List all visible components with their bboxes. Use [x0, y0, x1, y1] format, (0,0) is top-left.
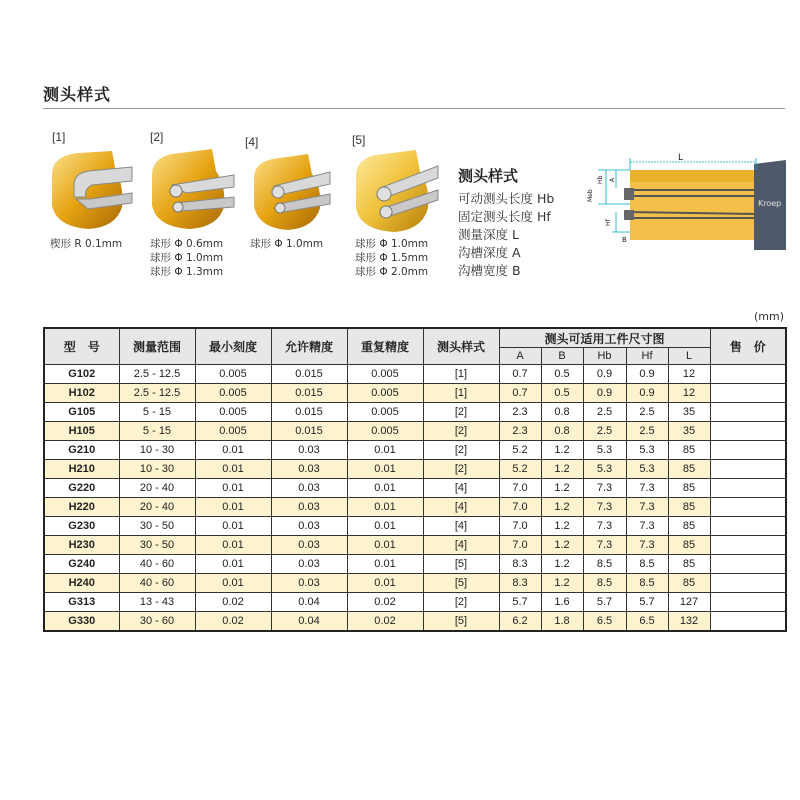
brand-label: Kroep	[758, 199, 782, 208]
cell-graduation: 0.01	[195, 574, 271, 593]
cell-tip-style: [4]	[423, 517, 499, 536]
cell-range: 30 - 50	[119, 517, 195, 536]
cell-hb: 6.5	[583, 612, 626, 632]
cell-hf: 5.3	[626, 460, 668, 479]
cell-l: 132	[668, 612, 710, 632]
cell-model: H210	[44, 460, 119, 479]
cell-price	[710, 555, 786, 574]
cell-hf: 6.5	[626, 612, 668, 632]
cell-tip-style: [4]	[423, 498, 499, 517]
table-row	[44, 403, 786, 422]
cell-b: 1.2	[541, 441, 583, 460]
ball-tip-icon	[350, 146, 440, 236]
cell-b: 0.8	[541, 422, 583, 441]
cell-model: G220	[44, 479, 119, 498]
cell-l: 127	[668, 593, 710, 612]
cell-graduation: 0.005	[195, 403, 271, 422]
cell-range: 13 - 43	[119, 593, 195, 612]
dim-label-l: L	[678, 153, 684, 163]
caption-line: 球形 Φ 1.5mm	[355, 252, 429, 264]
cell-accuracy: 0.015	[271, 365, 347, 384]
header-graduation: 最小刻度	[195, 328, 271, 365]
cell-b: 1.2	[541, 536, 583, 555]
cell-model: H102	[44, 384, 119, 403]
header-hf: Hf	[626, 348, 668, 365]
caption-line: 球形 Φ 1.0mm	[150, 252, 224, 264]
cell-range: 20 - 40	[119, 479, 195, 498]
cell-range: 2.5 - 12.5	[119, 384, 195, 403]
cell-hb: 2.5	[583, 403, 626, 422]
cell-graduation: 0.01	[195, 498, 271, 517]
cell-hf: 8.5	[626, 574, 668, 593]
legend-item: 沟槽宽度 B	[458, 263, 521, 278]
cell-model: H230	[44, 536, 119, 555]
cell-range: 30 - 60	[119, 612, 195, 632]
dim-label-b: B	[622, 236, 627, 244]
cell-hf: 7.3	[626, 498, 668, 517]
table-row	[44, 460, 786, 479]
header-b: B	[541, 348, 583, 365]
cell-model: G102	[44, 365, 119, 384]
ball-tip-icon	[248, 150, 332, 234]
cell-a: 2.3	[499, 422, 541, 441]
dimension-diagram	[586, 150, 786, 250]
cell-price	[710, 574, 786, 593]
cell-a: 6.2	[499, 612, 541, 632]
spec-table-body	[44, 365, 786, 632]
cell-l: 35	[668, 422, 710, 441]
header-dimensions: 测头可适用工件尺寸图	[499, 328, 710, 348]
dim-label-hf: Hf	[605, 219, 612, 226]
caption-line: 球形 Φ 2.0mm	[355, 266, 429, 278]
cell-price	[710, 612, 786, 632]
cell-graduation: 0.01	[195, 536, 271, 555]
cell-tip-style: [2]	[423, 403, 499, 422]
cell-accuracy: 0.03	[271, 441, 347, 460]
cell-a: 2.3	[499, 403, 541, 422]
cell-model: G210	[44, 441, 119, 460]
cell-graduation: 0.02	[195, 612, 271, 632]
cell-repeatability: 0.01	[347, 536, 423, 555]
cell-accuracy: 0.03	[271, 479, 347, 498]
spec-table	[43, 327, 787, 632]
cell-hb: 5.3	[583, 460, 626, 479]
tip-caption: 楔形 R 0.1mm	[50, 238, 123, 250]
cell-range: 10 - 30	[119, 441, 195, 460]
cell-a: 7.0	[499, 498, 541, 517]
cell-model: G230	[44, 517, 119, 536]
cell-l: 35	[668, 403, 710, 422]
cell-tip-style: [2]	[423, 460, 499, 479]
cell-range: 20 - 40	[119, 498, 195, 517]
cell-hf: 0.9	[626, 384, 668, 403]
cell-repeatability: 0.02	[347, 612, 423, 632]
cell-hf: 7.3	[626, 479, 668, 498]
cell-model: H105	[44, 422, 119, 441]
header-hb: Hb	[583, 348, 626, 365]
ball-tip-icon	[146, 145, 236, 235]
tip-style-1	[52, 130, 65, 144]
cell-graduation: 0.01	[195, 441, 271, 460]
tip-caption: 球形 Φ 1.0mm	[250, 238, 324, 250]
legend-item: 沟槽深度 A	[458, 245, 521, 260]
cell-accuracy: 0.04	[271, 612, 347, 632]
cell-a: 7.0	[499, 536, 541, 555]
caption-line: 球形 Φ 1.3mm	[150, 266, 224, 278]
header-range: 测量范围	[119, 328, 195, 365]
tip-style-2	[150, 130, 163, 144]
cell-repeatability: 0.005	[347, 422, 423, 441]
cell-model: G313	[44, 593, 119, 612]
tip-number: [1]	[52, 130, 66, 144]
cell-price	[710, 517, 786, 536]
cell-hf: 0.9	[626, 365, 668, 384]
dim-label-a: A	[609, 177, 616, 182]
cell-range: 5 - 15	[119, 422, 195, 441]
cell-tip-style: [1]	[423, 384, 499, 403]
cell-tip-style: [2]	[423, 422, 499, 441]
cell-hf: 2.5	[626, 422, 668, 441]
cell-hb: 5.3	[583, 441, 626, 460]
cell-accuracy: 0.03	[271, 498, 347, 517]
cell-b: 0.5	[541, 384, 583, 403]
cell-price	[710, 384, 786, 403]
cell-price	[710, 536, 786, 555]
table-row	[44, 593, 786, 612]
cell-a: 5.7	[499, 593, 541, 612]
wedge-tip-icon	[44, 145, 134, 235]
cell-b: 1.8	[541, 612, 583, 632]
cell-hb: 5.7	[583, 593, 626, 612]
cell-hf: 2.5	[626, 403, 668, 422]
cell-a: 7.0	[499, 479, 541, 498]
cell-l: 85	[668, 574, 710, 593]
header-accuracy: 允许精度	[271, 328, 347, 365]
tip-caption	[355, 237, 428, 279]
cell-graduation: 0.01	[195, 555, 271, 574]
cell-hf: 5.3	[626, 441, 668, 460]
cell-a: 8.3	[499, 574, 541, 593]
cell-l: 85	[668, 517, 710, 536]
dim-label-hb: Hb	[597, 175, 604, 184]
cell-hb: 7.3	[583, 498, 626, 517]
cell-repeatability: 0.01	[347, 574, 423, 593]
table-row	[44, 441, 786, 460]
legend-title: 测头样式	[458, 167, 519, 185]
cell-range: 40 - 60	[119, 555, 195, 574]
cell-b: 1.2	[541, 517, 583, 536]
cell-accuracy: 0.015	[271, 422, 347, 441]
legend-list	[458, 190, 554, 280]
cell-accuracy: 0.03	[271, 555, 347, 574]
table-row	[44, 517, 786, 536]
table-row	[44, 365, 786, 384]
cell-hb: 0.9	[583, 365, 626, 384]
cell-repeatability: 0.01	[347, 555, 423, 574]
cell-b: 0.8	[541, 403, 583, 422]
cell-l: 85	[668, 555, 710, 574]
cell-model: H220	[44, 498, 119, 517]
cell-model: G105	[44, 403, 119, 422]
cell-hb: 8.5	[583, 555, 626, 574]
cell-a: 7.0	[499, 517, 541, 536]
cell-graduation: 0.02	[195, 593, 271, 612]
cell-range: 2.5 - 12.5	[119, 365, 195, 384]
cell-hb: 7.3	[583, 517, 626, 536]
cell-price	[710, 403, 786, 422]
cell-repeatability: 0.005	[347, 403, 423, 422]
cell-tip-style: [5]	[423, 574, 499, 593]
cell-b: 0.5	[541, 365, 583, 384]
cell-hf: 7.3	[626, 517, 668, 536]
cell-accuracy: 0.03	[271, 574, 347, 593]
title-divider	[43, 108, 785, 109]
cell-b: 1.2	[541, 555, 583, 574]
tip-caption	[150, 237, 223, 279]
cell-a: 8.3	[499, 555, 541, 574]
cell-repeatability: 0.005	[347, 365, 423, 384]
cell-tip-style: [2]	[423, 593, 499, 612]
cell-l: 12	[668, 384, 710, 403]
tip-number: [5]	[352, 133, 366, 147]
cell-tip-style: [5]	[423, 555, 499, 574]
cell-graduation: 0.005	[195, 365, 271, 384]
caption-line: 球形 Φ 1.0mm	[355, 238, 429, 250]
cell-repeatability: 0.02	[347, 593, 423, 612]
table-row	[44, 536, 786, 555]
cell-tip-style: [2]	[423, 441, 499, 460]
section-title: 测头样式	[43, 85, 112, 104]
cell-price	[710, 460, 786, 479]
cell-hb: 2.5	[583, 422, 626, 441]
cell-b: 1.6	[541, 593, 583, 612]
cell-l: 85	[668, 441, 710, 460]
cell-hf: 8.5	[626, 555, 668, 574]
dim-label-meb: Meb	[587, 189, 594, 202]
tip-style-4	[245, 135, 258, 149]
cell-model: G240	[44, 555, 119, 574]
cell-graduation: 0.005	[195, 422, 271, 441]
cell-range: 10 - 30	[119, 460, 195, 479]
cell-accuracy: 0.04	[271, 593, 347, 612]
cell-repeatability: 0.01	[347, 517, 423, 536]
header-repeatability: 重复精度	[347, 328, 423, 365]
cell-a: 5.2	[499, 460, 541, 479]
cell-repeatability: 0.01	[347, 498, 423, 517]
header-price: 售 价	[710, 328, 786, 365]
table-row	[44, 479, 786, 498]
cell-accuracy: 0.03	[271, 517, 347, 536]
cell-range: 40 - 60	[119, 574, 195, 593]
cell-l: 85	[668, 498, 710, 517]
cell-a: 0.7	[499, 384, 541, 403]
cell-price	[710, 422, 786, 441]
legend-item: 固定测头长度 Hf	[458, 209, 551, 224]
table-row	[44, 612, 786, 632]
cell-price	[710, 498, 786, 517]
table-row	[44, 555, 786, 574]
cell-tip-style: [4]	[423, 536, 499, 555]
cell-model: H240	[44, 574, 119, 593]
legend-item: 测量深度 L	[458, 227, 519, 242]
cell-b: 1.2	[541, 479, 583, 498]
header-l: L	[668, 348, 710, 365]
cell-graduation: 0.01	[195, 479, 271, 498]
cell-tip-style: [5]	[423, 612, 499, 632]
cell-price	[710, 479, 786, 498]
table-row	[44, 384, 786, 403]
cell-hb: 7.3	[583, 536, 626, 555]
table-row	[44, 498, 786, 517]
cell-price	[710, 593, 786, 612]
cell-hb: 8.5	[583, 574, 626, 593]
cell-b: 1.2	[541, 574, 583, 593]
caption-line: 球形 Φ 0.6mm	[150, 238, 224, 250]
tip-style-5	[352, 133, 365, 147]
table-row	[44, 422, 786, 441]
cell-graduation: 0.01	[195, 517, 271, 536]
cell-graduation: 0.01	[195, 460, 271, 479]
legend-item: 可动测头长度 Hb	[458, 191, 555, 206]
cell-accuracy: 0.015	[271, 384, 347, 403]
cell-price	[710, 365, 786, 384]
cell-accuracy: 0.03	[271, 460, 347, 479]
header-tip-style: 测头样式	[423, 328, 499, 365]
cell-l: 85	[668, 479, 710, 498]
cell-hf: 5.7	[626, 593, 668, 612]
cell-b: 1.2	[541, 498, 583, 517]
cell-hb: 7.3	[583, 479, 626, 498]
cell-repeatability: 0.005	[347, 384, 423, 403]
tip-number: [2]	[150, 130, 164, 144]
cell-l: 85	[668, 536, 710, 555]
cell-l: 12	[668, 365, 710, 384]
cell-tip-style: [4]	[423, 479, 499, 498]
tip-number: [4]	[245, 135, 259, 149]
header-a: A	[499, 348, 541, 365]
cell-repeatability: 0.01	[347, 460, 423, 479]
cell-a: 0.7	[499, 365, 541, 384]
cell-accuracy: 0.03	[271, 536, 347, 555]
cell-tip-style: [1]	[423, 365, 499, 384]
unit-label: (mm)	[753, 310, 784, 323]
cell-range: 5 - 15	[119, 403, 195, 422]
cell-price	[710, 441, 786, 460]
cell-hb: 0.9	[583, 384, 626, 403]
cell-range: 30 - 50	[119, 536, 195, 555]
cell-repeatability: 0.01	[347, 441, 423, 460]
table-row	[44, 574, 786, 593]
header-model: 型 号	[44, 328, 119, 365]
cell-l: 85	[668, 460, 710, 479]
cell-a: 5.2	[499, 441, 541, 460]
cell-model: G330	[44, 612, 119, 632]
cell-hf: 7.3	[626, 536, 668, 555]
cell-graduation: 0.005	[195, 384, 271, 403]
cell-repeatability: 0.01	[347, 479, 423, 498]
cell-b: 1.2	[541, 460, 583, 479]
cell-accuracy: 0.015	[271, 403, 347, 422]
